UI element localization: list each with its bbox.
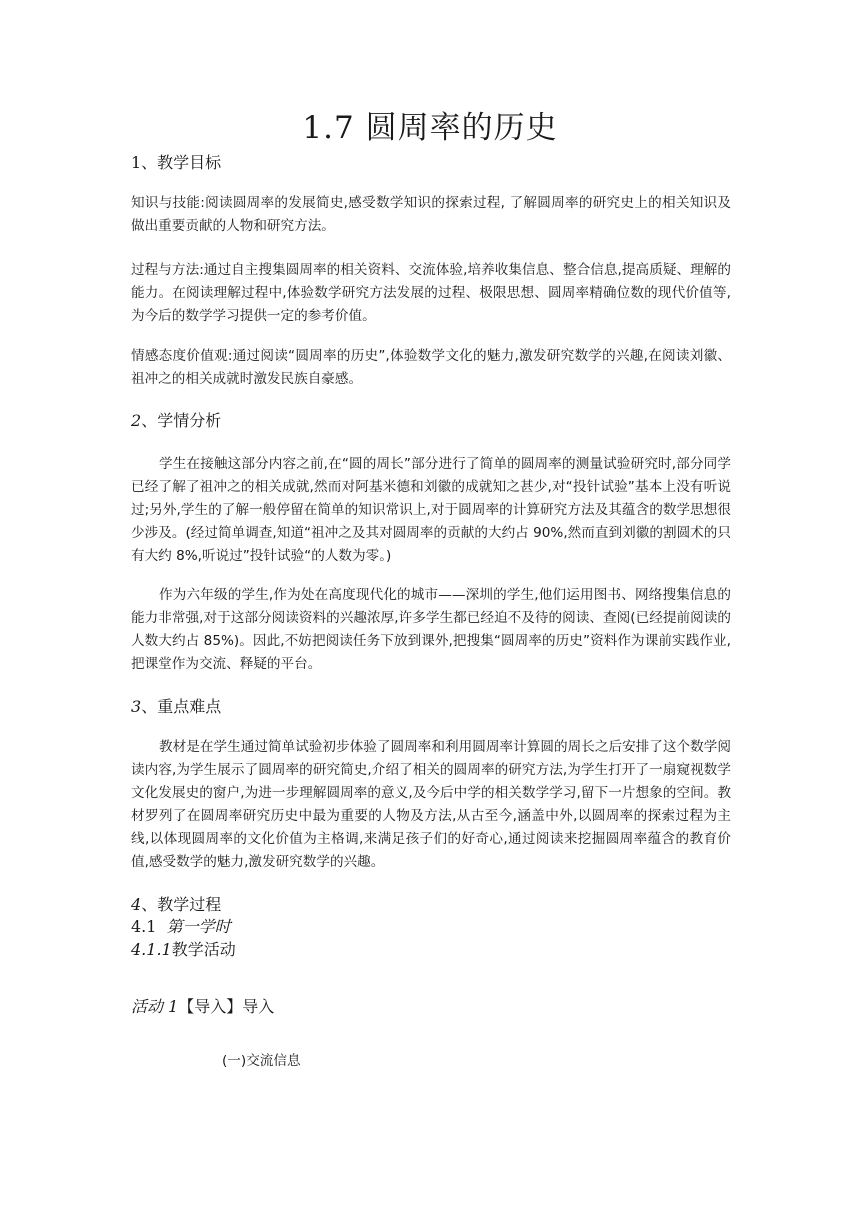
- section-title: 、学情分析: [141, 411, 222, 430]
- section-heading-1: 1、教学目标: [131, 153, 222, 172]
- page-title: 1.7 圆周率的历史: [302, 110, 558, 146]
- activity-bracket: 【导入】: [178, 997, 243, 1016]
- subsection-number: 4.1: [131, 917, 157, 936]
- activity-prefix: 活动 1: [131, 997, 179, 1016]
- subsection-number: 4.1.1: [131, 940, 172, 959]
- paragraph-student-analysis-1: 学生在接触这部分内容之前,在“圆的周长”部分进行了简单的圆周率的测量试验研究时,部分同学已经了解了祖冲之的相关成就,然而对阿基米德和刘徽的成就知之甚少,对“投针试验”基本上没有听说过;另外,学生的了解一般停留在简单的知识常识上,对于圆周率的计算研究方法及其蕴含的数学思想很少涉及。(经过简单调查,知道“祖冲之及其对圆周率的贡献的大约占 90%,然而直到刘徽的割圆术的只有大约 8%,听说过”投针试验“的人数为零。): [131, 456, 731, 564]
- paragraph-emotion-values: 情感态度价值观:通过阅读“圆周率的历史”,体验数学文化的魅力,激发研究数学的兴趣,在阅读刘徽、祖冲之的相关成就时激发民族自豪感。: [131, 348, 731, 387]
- subsection-4-1: [131, 916, 231, 938]
- section-number: 4: [131, 895, 142, 914]
- paragraph-knowledge-skills: 知识与技能:阅读圆周率的发展简史,感受数学知识的探索过程, 了解圆周率的研究史上的相关知识及做出重要贡献的人物和研究方法。: [131, 195, 731, 234]
- section-title: 、教学过程: [141, 895, 222, 914]
- paragraph-process-method: 过程与方法:通过自主搜集圆周率的相关资料、交流体验,培养收集信息、整合信息,提高质疑、理解的能力。在阅读理解过程中,体验数学研究方法发展的过程、极限思想、圆周率精确位数的现代价值等,为今后的数学学习提供一定的参考价值。: [131, 262, 731, 324]
- paragraph-student-analysis-2: 作为六年级的学生,作为处在高度现代化的城市——深圳的学生,他们运用图书、网络搜集信息的能力非常强,对于这部分阅读资料的兴趣浓厚,许多学生都已经迫不及待的阅读、查阅(已经提前阅读的人数大约占 85%)。因此,不妨把阅读任务下放到课外,把搜集“圆周率的历史”资料作为课前实践作业,把课堂作为交流、释疑的平台。: [131, 587, 731, 672]
- section-heading-3: [131, 696, 221, 718]
- section-heading-2: [131, 410, 221, 432]
- activity-text: 导入: [242, 997, 275, 1016]
- subsection-title: 教学活动: [171, 940, 236, 959]
- section-number: 2: [131, 411, 142, 430]
- subheading-exchange-info: (一)交流信息: [222, 1053, 301, 1069]
- activity-heading: [131, 996, 274, 1018]
- subsection-title: 第一学时: [166, 917, 231, 936]
- section-number: 3: [131, 697, 142, 716]
- section-heading-4: [131, 894, 221, 916]
- paragraph-key-difficulties: 教材是在学生通过简单试验初步体验了圆周率和利用圆周率计算圆的周长之后安排了这个数学阅读内容,为学生展示了圆周率的研究简史,介绍了相关的圆周率的研究方法,为学生打开了一扇窥视数学文化发展史的窗户,为进一步理解圆周率的意义,及今后中学的相关数学学习,留下一片想象的空间。教材罗列了在圆周率研究历史中最为重要的人物及方法,从古至今,涵盖中外,以圆周率的探索过程为主线,以体现圆周率的文化价值为主格调,来满足孩子们的好奇心,通过阅读来挖掘圆周率蕴含的教育价值,感受数学的魅力,激发研究数学的兴趣。: [131, 739, 731, 870]
- subsection-4-1-1: [131, 939, 236, 961]
- section-title: 、重点难点: [141, 697, 222, 716]
